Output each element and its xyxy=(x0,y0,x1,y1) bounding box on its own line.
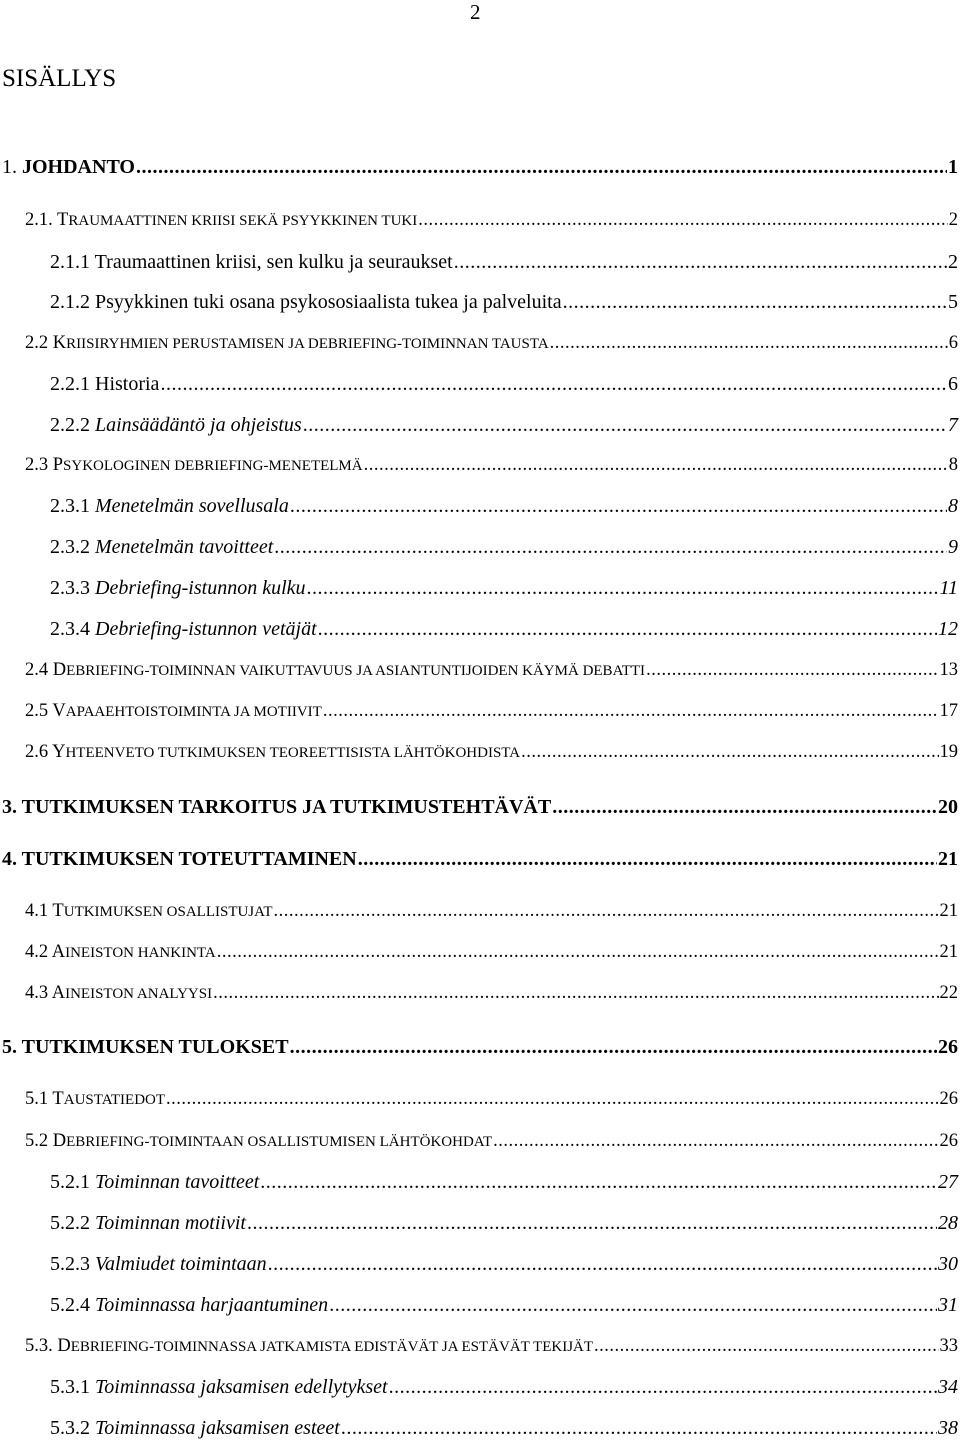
toc-entry-title-rest: RIISIRYHMIEN PERUSTAMISEN JA DEBRIEFING-TOIMINNAN TAUSTA xyxy=(66,336,549,352)
toc-entry-title: TUTKIMUKSEN TARKOITUS JA TUTKIMUSTEHTÄVÄT xyxy=(21,796,552,818)
toc-entry-title-initial: P xyxy=(52,455,64,475)
toc-entry-page: 8 xyxy=(948,495,958,517)
toc-entry[interactable] xyxy=(25,701,958,731)
toc-dot-leader xyxy=(290,495,947,518)
toc-entry-title: Debriefing-istunnon vetäjät xyxy=(95,618,317,640)
toc-entry[interactable] xyxy=(50,1417,958,1447)
toc-entry-number: 3. xyxy=(2,796,22,818)
toc-dot-leader xyxy=(552,796,937,819)
toc-entry-title: Toiminnassa jaksamisen esteet xyxy=(95,1417,340,1439)
toc-entry-number: 2.3 xyxy=(25,455,53,475)
toc-entry[interactable] xyxy=(50,1376,958,1406)
toc-entry-page: 26 xyxy=(939,1131,958,1151)
toc-entry-label xyxy=(2,156,135,179)
toc-entry-page: 22 xyxy=(939,983,958,1003)
toc-entry-label xyxy=(25,455,363,476)
toc-dot-leader xyxy=(160,373,947,396)
toc-entry-label xyxy=(50,1294,328,1317)
toc-entry-title-initial: A xyxy=(51,942,66,962)
toc-entry[interactable] xyxy=(50,414,958,444)
toc-entry[interactable] xyxy=(50,495,958,525)
toc-entry-title-rest: EBRIEFING-TOIMINNASSA JATKAMISTA EDISTÄVÄT JA ESTÄVÄT TEKIJÄT xyxy=(70,1339,594,1355)
toc-entry-label xyxy=(50,618,317,641)
toc-entry-label xyxy=(2,848,357,871)
toc-entry-number: 5.2.4 xyxy=(50,1294,95,1316)
toc-entry[interactable] xyxy=(2,1036,958,1066)
toc-dot-leader xyxy=(247,1212,937,1235)
toc-entry-number: 5.3. xyxy=(25,1336,58,1356)
toc-entry-label xyxy=(50,291,562,314)
toc-entry[interactable] xyxy=(2,156,958,186)
toc-entry-title-initial: D xyxy=(52,660,67,680)
toc-entry-label xyxy=(25,701,322,722)
toc-entry-number: 5.3.2 xyxy=(50,1417,95,1439)
toc-entry[interactable] xyxy=(25,1131,958,1161)
toc-entry[interactable] xyxy=(25,660,958,690)
toc-dot-leader xyxy=(364,455,948,476)
toc-entry[interactable] xyxy=(50,251,958,281)
toc-dot-leader xyxy=(213,983,938,1004)
toc-entry-title: TUTKIMUKSEN TULOKSET xyxy=(21,1036,289,1058)
toc-entry-title: Menetelmän sovellusala xyxy=(95,495,289,517)
toc-entry[interactable] xyxy=(2,848,958,878)
toc-dot-leader xyxy=(550,333,948,354)
toc-entry-label xyxy=(2,796,551,819)
toc-entry-label xyxy=(25,333,549,354)
toc-entry-number: 2.3.4 xyxy=(50,618,95,640)
toc-entry-page: 19 xyxy=(939,742,958,762)
toc-entry-title-rest: EBRIEFING-TOIMINTAAN OSALLISTUMISEN LÄHTÖKOHDAT xyxy=(66,1134,493,1150)
toc-entry-title: Toiminnassa jaksamisen edellytykset xyxy=(95,1376,388,1398)
toc-entry-number: 2.3.1 xyxy=(50,495,95,517)
toc-entry-title: Toiminnan motiivit xyxy=(95,1212,246,1234)
toc-entry-number: 5.1 xyxy=(25,1089,53,1109)
toc-entry-title-rest: EBRIEFING-TOIMINNAN VAIKUTTAVUUS JA ASIANTUNTIJOIDEN KÄYMÄ DEBATTI xyxy=(66,663,646,679)
toc-entry-label xyxy=(50,251,453,274)
toc-entry-title: Menetelmän tavoitteet xyxy=(95,536,274,558)
toc-entry-page: 34 xyxy=(938,1376,958,1398)
toc-entry-title: Traumaattinen kriisi, sen kulku ja seuraukset xyxy=(94,251,453,273)
toc-entry-page: 38 xyxy=(938,1417,958,1439)
toc-entry[interactable] xyxy=(25,333,958,363)
toc-entry-page: 8 xyxy=(948,455,958,475)
toc-dot-leader xyxy=(646,660,938,681)
toc-dot-leader xyxy=(521,742,938,763)
toc-entry-label xyxy=(25,742,520,763)
toc-entry-title-initial: T xyxy=(52,901,64,921)
toc-entry-page: 13 xyxy=(939,660,958,680)
toc-entry-title-rest: AUSTATIEDOT xyxy=(63,1092,166,1108)
toc-entry-title: Debriefing-istunnon kulku xyxy=(95,577,306,599)
toc-entry-page: 26 xyxy=(939,1089,958,1109)
toc-entry[interactable] xyxy=(50,373,958,403)
toc-entry-number: 5.2.3 xyxy=(50,1253,95,1275)
toc-dot-leader xyxy=(166,1089,938,1110)
toc-dot-leader xyxy=(358,848,937,871)
toc-entry-page: 9 xyxy=(948,536,958,558)
toc-dot-leader xyxy=(217,942,939,963)
toc-entry[interactable] xyxy=(2,796,958,826)
toc-entry-label xyxy=(50,1376,388,1399)
toc-entry-number: 2.2.1 xyxy=(50,373,95,395)
toc-entry-page: 31 xyxy=(938,1294,958,1316)
toc-entry-label xyxy=(50,495,289,518)
toc-entry-label xyxy=(50,1253,267,1276)
toc-entry[interactable] xyxy=(25,983,958,1013)
toc-dot-leader xyxy=(318,618,937,641)
toc-entry-label xyxy=(50,414,302,437)
toc-entry-number: 2.6 xyxy=(25,742,53,762)
toc-dot-leader xyxy=(303,414,947,437)
toc-entry-title-rest: APAAEHTOISTOIMINTA JA MOTIIVIT xyxy=(65,704,322,720)
toc-entry-number: 2.5 xyxy=(25,701,53,721)
toc-entry[interactable] xyxy=(50,1212,958,1242)
toc-dot-leader xyxy=(418,210,948,231)
toc-entry-number: 4.2 xyxy=(25,942,52,962)
toc-entry-title: Lainsäädäntö ja ohjeistus xyxy=(95,414,302,436)
toc-entry-page: 20 xyxy=(938,796,958,818)
toc-entry-page: 21 xyxy=(939,901,958,921)
toc-entry[interactable] xyxy=(25,1336,958,1366)
toc-entry[interactable] xyxy=(25,455,958,485)
toc-entry-label xyxy=(25,983,212,1004)
toc-entry[interactable] xyxy=(50,536,958,566)
toc-entry[interactable] xyxy=(25,742,958,772)
toc-entry-title-rest: INEISTON ANALYYSI xyxy=(65,986,213,1002)
toc-entry-page: 21 xyxy=(938,848,958,870)
toc-entry-number: 4.3 xyxy=(25,983,52,1003)
toc-entry[interactable] xyxy=(50,1294,958,1324)
toc-entry-label xyxy=(50,1212,246,1235)
toc-entry-title-initial: D xyxy=(57,1336,71,1356)
toc-dot-leader xyxy=(594,1336,938,1357)
toc-entry-number: 2.4 xyxy=(25,660,53,680)
toc-entry-number: 1. xyxy=(2,156,22,178)
toc-entry-number: 2.1.2 xyxy=(50,291,95,313)
toc-entry-label xyxy=(25,1336,593,1357)
toc-entry[interactable] xyxy=(50,618,958,648)
toc-entry-title-initial: V xyxy=(52,701,66,721)
toc-entry-page: 27 xyxy=(938,1171,958,1193)
toc-entry-title-initial: D xyxy=(52,1131,67,1151)
toc-entry-number: 4.1 xyxy=(25,901,53,921)
toc-entry-page: 28 xyxy=(938,1212,958,1234)
toc-entry-number: 2.3.3 xyxy=(50,577,95,599)
toc-entry[interactable] xyxy=(25,942,958,972)
toc-entry-title: Historia xyxy=(95,373,160,395)
toc-dot-leader xyxy=(273,901,938,922)
toc-entry[interactable] xyxy=(25,1089,958,1119)
toc-dot-leader xyxy=(323,701,939,722)
toc-entry-number: 5.3.1 xyxy=(50,1376,95,1398)
toc-entry-number: 2.3.2 xyxy=(50,536,95,558)
toc-entry-page: 33 xyxy=(939,1336,958,1356)
toc-entry[interactable] xyxy=(50,291,958,321)
toc-entry-number: 2.1. xyxy=(25,210,58,230)
toc-entry-page: 26 xyxy=(938,1036,958,1058)
toc-entry-title: Toiminnassa harjaantuminen xyxy=(95,1294,329,1316)
toc-dot-leader xyxy=(329,1294,937,1317)
toc-entry-page: 1 xyxy=(948,156,958,178)
toc-entry-title-initial: T xyxy=(52,1089,64,1109)
toc-entry-page: 11 xyxy=(939,577,958,599)
toc-entry[interactable] xyxy=(50,1171,958,1201)
toc-entry-label xyxy=(50,1417,340,1440)
toc-entry-page: 21 xyxy=(939,942,958,962)
toc-entry-page: 2 xyxy=(948,210,958,230)
toc-entry-number: 2.1.1 xyxy=(50,251,95,273)
toc-dot-leader xyxy=(389,1376,937,1399)
toc-entry[interactable] xyxy=(50,1253,958,1283)
toc-entry-title: Toiminnan tavoitteet xyxy=(95,1171,260,1193)
toc-entry[interactable] xyxy=(25,210,958,240)
toc-entry-page: 6 xyxy=(948,333,958,353)
toc-entry-number: 5.2.2 xyxy=(50,1212,95,1234)
toc-entry[interactable] xyxy=(50,577,958,607)
toc-entry-number: 2.2 xyxy=(25,333,53,353)
toc-entry-title-initial: T xyxy=(57,210,69,230)
toc-dot-leader xyxy=(136,156,947,179)
toc-dot-leader xyxy=(260,1171,937,1194)
toc-entry-page: 30 xyxy=(938,1253,958,1275)
toc-entry-number: 5. xyxy=(2,1036,22,1058)
toc-entry-title: Valmiudet toimintaan xyxy=(95,1253,267,1275)
toc-entry-page: 12 xyxy=(938,618,958,640)
toc-entry-label xyxy=(25,1131,492,1152)
toc-entry-page: 2 xyxy=(948,251,958,273)
toc-entry-page: 6 xyxy=(948,373,958,395)
toc-heading: SISÄLLYS xyxy=(2,65,117,92)
toc-entry-number: 4. xyxy=(2,848,22,870)
toc-dot-leader xyxy=(563,291,947,314)
toc-entry-page: 7 xyxy=(948,414,958,436)
toc-dot-leader xyxy=(268,1253,937,1276)
toc-entry-title-rest: RAUMAATTINEN KRIISI SEKÄ PSYYKKINEN TUKI xyxy=(68,213,418,229)
toc-dot-leader xyxy=(493,1131,938,1152)
toc-entry-label xyxy=(50,1171,259,1194)
toc-entry-title: TUTKIMUKSEN TOTEUTTAMINEN xyxy=(21,848,357,870)
toc-entry[interactable] xyxy=(25,901,958,931)
toc-entry-number: 2.2.2 xyxy=(50,414,95,436)
toc-dot-leader xyxy=(454,251,947,274)
toc-entry-title-initial: Y xyxy=(52,742,66,762)
toc-entry-label xyxy=(25,901,272,922)
toc-dot-leader xyxy=(341,1417,937,1440)
toc-entry-label xyxy=(2,1036,289,1059)
toc-dot-leader xyxy=(307,577,939,600)
toc-entry-title-rest: SYKOLOGINEN DEBRIEFING-MENETELMÄ xyxy=(63,458,363,474)
toc-entry-label xyxy=(25,942,216,963)
toc-entry-number: 5.2 xyxy=(25,1131,53,1151)
toc-entry-page: 5 xyxy=(948,291,958,313)
toc-dot-leader xyxy=(274,536,947,559)
toc-entry-label xyxy=(25,210,417,231)
toc-entry-label xyxy=(50,373,159,396)
toc-entry-label xyxy=(50,536,273,559)
toc-entry-title: JOHDANTO xyxy=(22,156,135,178)
toc-dot-leader xyxy=(290,1036,937,1059)
toc-entry-title-rest: HTEENVETO TUTKIMUKSEN TEOREETTISISTA LÄHTÖKOHDISTA xyxy=(65,745,521,761)
toc-entry-page: 17 xyxy=(939,701,958,721)
toc-entry-title-rest: INEISTON HANKINTA xyxy=(65,945,216,961)
toc-entry-title: Psyykkinen tuki osana psykososiaalista tukea ja palveluita xyxy=(95,291,562,313)
toc-entry-label xyxy=(50,577,306,600)
toc-entry-title-rest: UTKIMUKSEN OSALLISTUJAT xyxy=(63,904,273,920)
toc-entry-title-initial: K xyxy=(52,333,67,353)
toc-entry-title-initial: A xyxy=(51,983,66,1003)
toc-entry-label xyxy=(25,1089,165,1110)
toc-entry-label xyxy=(25,660,645,681)
toc-entry-number: 5.2.1 xyxy=(50,1171,95,1193)
page-number: 2 xyxy=(470,0,481,24)
